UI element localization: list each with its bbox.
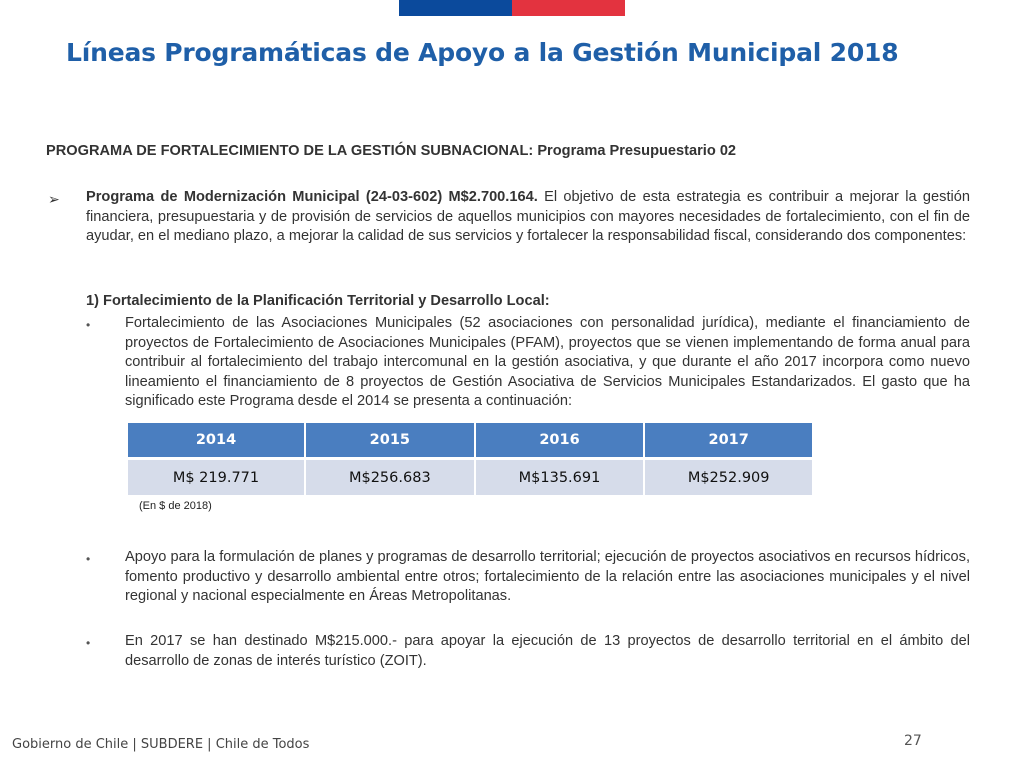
program-body: El objetivo de esta estrategia es contribuir a mejorar la gestión financiera, presupuestaria y de provisión de servicios de aquellos municipios con mayores necesidades de fortalecimiento, con el fin de ayudar, en el mediano plazo, a mejorar la calidad de sus servicios y fortalecer la responsabilidad fiscal, considerando dos componentes: <box>86 189 970 245</box>
table-header-row <box>128 423 812 459</box>
flag-blue-bar <box>399 0 512 16</box>
table-header-cell: 2016 <box>475 423 645 459</box>
bullet-text-3: En 2017 se han destinado M$215.000.- para apoyar la ejecución de 13 proyectos de desarrollo territorial en el ámbito del desarrollo de zonas de interés turístico (ZOIT). <box>125 633 970 669</box>
page-title: Líneas Programáticas de Apoyo a la Gestión Municipal 2018 <box>66 38 899 67</box>
bullet-text-2: Apoyo para la formulación de planes y programas de desarrollo territorial; ejecución de proyectos asociativos en recursos hídricos, fomento productivo y desarrollo ambiental entre otros; fortalecimiento de la relación entre las asociaciones municipales y el nivel regional y nacional especialmente en Áreas Metropolitanas. <box>125 549 970 605</box>
program-paragraph <box>86 188 970 247</box>
bullet-icon: • <box>86 636 91 650</box>
subtitle-detail: Programa Presupuestario 02 <box>537 143 737 159</box>
table-header-cell: 2014 <box>128 423 305 459</box>
program-heading: Programa de Modernización Municipal (24-03-602) M$2.700.164. <box>86 189 538 205</box>
page-number: 27 <box>904 733 922 749</box>
table-header-cell: 2015 <box>305 423 475 459</box>
table-cell: M$252.909 <box>644 459 812 496</box>
table-cell: M$256.683 <box>305 459 475 496</box>
right-arrow-icon: ➢ <box>48 191 60 207</box>
section-heading: 1) Fortalecimiento de la Planificación Territorial y Desarrollo Local: <box>86 293 550 309</box>
bullet-icon: • <box>86 552 91 566</box>
table-cell: M$ 219.771 <box>128 459 305 496</box>
table-header-cell: 2017 <box>644 423 812 459</box>
footer-text: Gobierno de Chile | SUBDERE | Chile de Todos <box>12 737 310 752</box>
bullet-text-1: Fortalecimiento de las Asociaciones Municipales (52 asociaciones con personalidad jurídica), mediante el financiamiento de proyectos de Fortalecimiento de Asociaciones Municipales (PFAM), proyectos que se vienen implementando de forma anual para contribuir al fortalecimiento del trabajo intercomunal en la gestión asociativa, y que durante el año 2017 incorpora como nuevo lineamiento el financiamiento de 8 proyectos de Gestión Asociativa de Servicios Municipales Estandarizados. El gasto que ha significado este Programa desde el 2014 se presenta a continuación: <box>125 315 970 410</box>
subtitle-label: PROGRAMA DE FORTALECIMIENTO DE LA GESTIÓN SUBNACIONAL: <box>46 143 534 159</box>
table-note: (En $ de 2018) <box>139 500 212 512</box>
spending-table <box>128 423 812 495</box>
table-cell: M$135.691 <box>475 459 645 496</box>
program-subtitle <box>46 143 736 159</box>
bullet-icon: • <box>86 318 91 332</box>
table-row <box>128 459 812 496</box>
flag-red-bar <box>512 0 625 16</box>
